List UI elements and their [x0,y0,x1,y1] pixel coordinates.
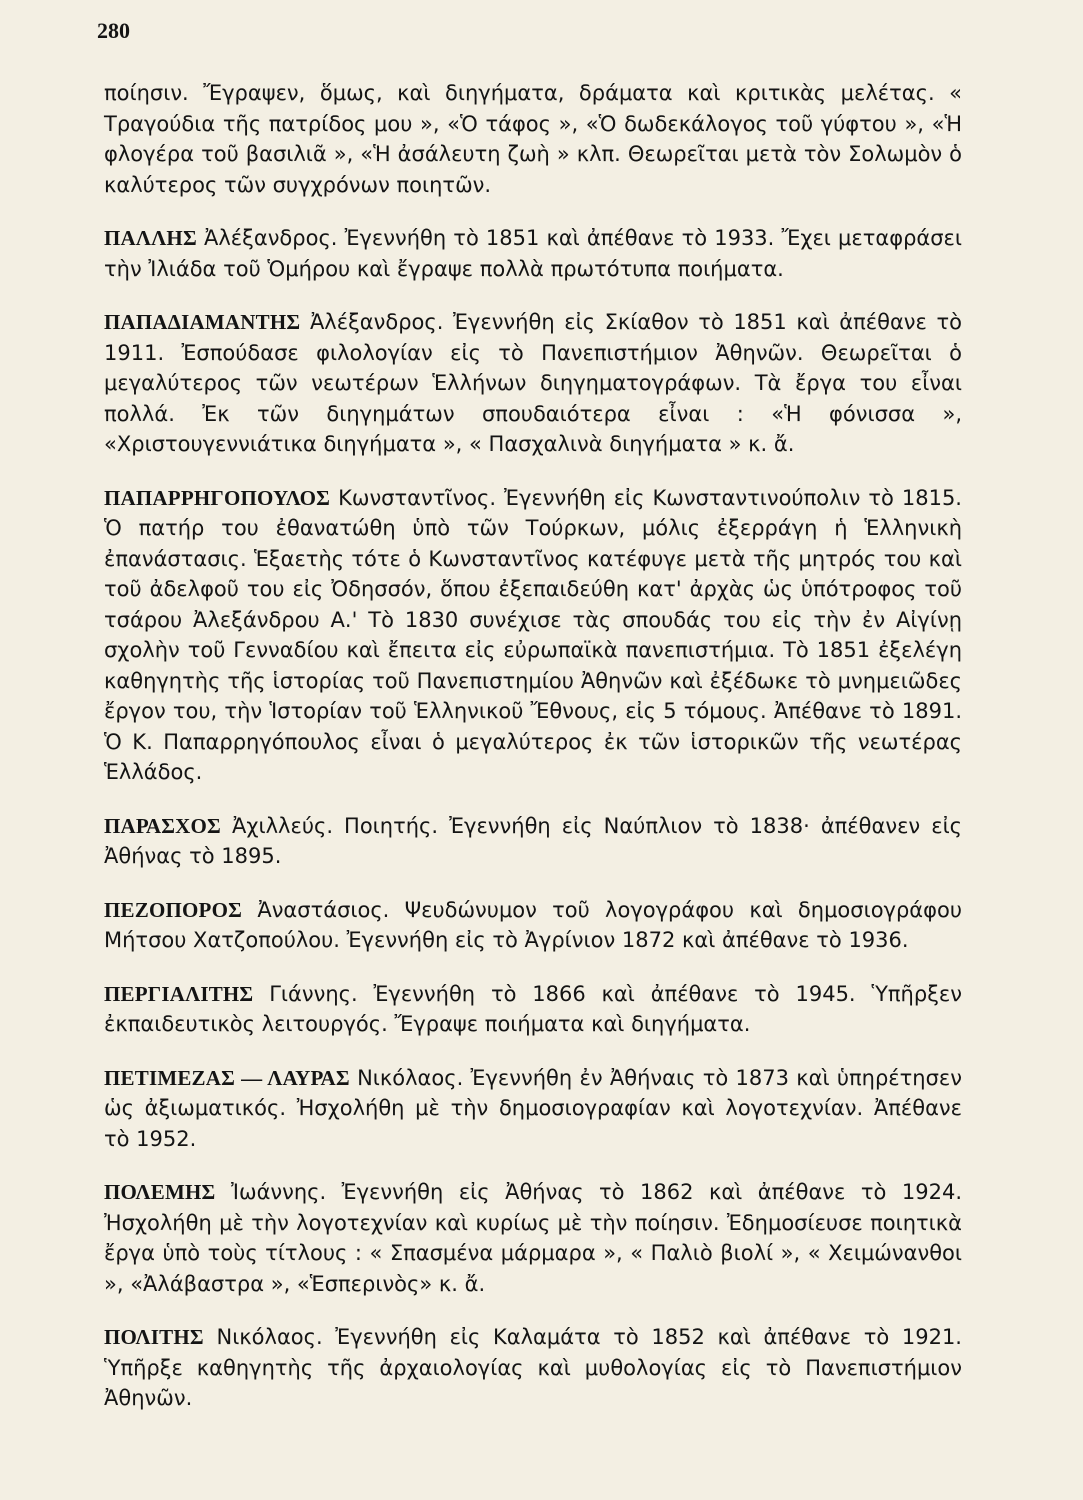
entry-surname: ΠΟΛΙΤΗΣ [104,1325,204,1349]
entry-text: Ἰωάννης. Ἐγεννήθη εἰς Ἀθήνας τὸ 1862 καὶ ἀπέθανε τὸ 1924. Ἠσχολήθη μὲ τὴν λογοτεχνίαν καὶ κυρίως μὲ τὴν ποίησιν. Ἐδημοσίευσε ποιητικὰ ἔργα ὑπὸ τοὺς τίτλους : « Σπασμένα μάρμαρα », « Παλιὸ βιολί », « Χειμώνανθοι », «Ἀλάβαστρα », «Ἑσπερινὸς» κ. ἄ. [104,1180,962,1296]
entry-text: Ἀχιλλεύς. Ποιητής. Ἐγεννήθη εἰς Ναύπλιον τὸ 1838· ἀπέθανεν εἰς Ἀθήνας τὸ 1895. [104,813,962,868]
entry-surname: ΠΕΖΟΠΟΡΟΣ [104,897,243,922]
entry-text: Γιάννης. Ἐγεννήθη τὸ 1866 καὶ ἀπέθανε τὸ 1945. Ὑπῆρξεν ἐκπαιδευτικὸς λειτουργός. Ἔγραψε ποιήματα καὶ διηγήματα. [104,981,962,1036]
entry-surname: ΠΑΠΑΡΡΗΓΟΠΟΥΛΟΣ [104,485,331,510]
entry-text: Νικόλαος. Ἐγεννήθη εἰς Καλαμάτα τὸ 1852 καὶ ἀπέθανε τὸ 1921. Ὑπῆρξε καθηγητὴς τῆς ἀρχαιολογίας καὶ μυθολογίας εἰς τὸ Πανεπιστήμιον Ἀθηνῶν. [104,1325,962,1410]
entry-politis [104,1322,962,1414]
entry-text: Ἀλέξανδρος. Ἐγεννήθη εἰς Σκίαθον τὸ 1851 καὶ ἀπέθανε τὸ 1911. Ἐσπούδασε φιλολογίαν εἰς τὸ Πανεπιστήμιον Ἀθηνῶν. Θεωρεῖται ὁ μεγαλύτερος τῶν νεωτέρων Ἑλλήνων διηγηματογράφων. Τὰ ἔργα του εἶναι πολλά. Ἐκ τῶν διηγημάτων σπουδαιότερα εἶναι : «Ἡ φόνισσα », «Χριστουγεννιάτικα διηγήματα », « Πασχαλινὰ διηγήματα » κ. ἄ. [104,310,962,456]
entry-pezoporos [104,895,962,956]
entry-surname: ΠΕΤΙΜΕΖΑΣ — ΛΑΥΡΑΣ [104,1065,350,1090]
entry-text: Ἀναστάσιος. Ψευδώνυμον τοῦ λογογράφου καὶ δημοσιογράφου Μήτσου Χατζοπούλου. Ἐγεννήθη εἰς τὸ Ἀγρίνιον 1872 καὶ ἀπέθανε τὸ 1936. [104,897,962,952]
entry-paparrigopoulos [104,483,962,788]
entry-papadiamantis [104,307,962,460]
entry-surname: ΠΟΛΕΜΗΣ [104,1180,216,1204]
entry-pergialitis [104,979,962,1040]
entry-surname: ΠΑΠΑΔΙΑΜΑΝΤΗΣ [104,310,301,334]
intro-paragraph: ποίησιν. Ἔγραψεν, ὅμως, καὶ διηγήματα, δράματα καὶ κριτικὰς μελέτας. « Τραγούδια τῆς πατρίδος μου », «Ὁ τάφος », «Ὁ δωδεκάλογος τοῦ γύφτου », «Ἡ φλογέρα τοῦ βασιλιᾶ », «Ἡ ἀσάλευτη ζωὴ » κλπ. Θεωρεῖται μετὰ τὸν Σολωμὸν ὁ καλύτερος τῶν συγχρόνων ποιητῶν. [104,81,962,197]
entry-palles [104,223,962,284]
entry-text: Κωνσταντῖνος. Ἐγεννήθη εἰς Κωνσταντινούπολιν τὸ 1815. Ὁ πατήρ του ἐθανατώθη ὑπὸ τῶν Τούρκων, μόλις ἐξερράγη ἡ Ἑλληνικὴ ἐπανάστασις. Ἑξαετὴς τότε ὁ Κωνσταντῖνος κατέφυγε μετὰ τῆς μητρός του καὶ τοῦ ἀδελφοῦ του εἰς Ὀδησσόν, ὅπου ἐξεπαιδεύθη κατ' ἀρχὰς ὡς ὑπότροφος τοῦ τσάρου Ἀλεξάνδρου Α.' Τὸ 1830 συνέχισε τὰς σπουδάς του εἰς τὴν ἐν Αἰγίνῃ σχολὴν τοῦ Γενναδίου καὶ ἔπειτα εἰς εὐρωπαϊκὰ πανεπιστήμια. Τὸ 1851 ἐξελέγη καθηγητὴς τῆς ἱστορίας τοῦ Πανεπιστημίου Ἀθηνῶν καὶ ἐξέδωκε τὸ μνημειῶδες ἔργον του, τὴν Ἱστορίαν τοῦ Ἑλληνικοῦ Ἔθνους, εἰς 5 τόμους. Ἀπέθανε τὸ 1891. Ὁ Κ. Παπαρρηγόπουλος εἶναι ὁ μεγαλύτερος ἐκ τῶν ἱστορικῶν τῆς νεωτέρας Ἑλλάδος. [104,485,962,784]
page-number: 280 [97,18,130,43]
entry-text: Ἀλέξανδρος. Ἐγεννήθη τὸ 1851 καὶ ἀπέθανε τὸ 1933. Ἔχει μεταφράσει τὴν Ἰλιάδα τοῦ Ὁμήρου καὶ ἔγραψε πολλὰ πρωτότυπα ποιήματα. [104,226,963,281]
entry-polemis [104,1177,962,1299]
entry-surname: ΠΕΡΓΙΑΛΙΤΗΣ [104,981,254,1006]
entry-surname: ΠΑΛΛΗΣ [104,226,197,250]
entry-petimezas-lavras [104,1063,962,1155]
entry-text: Νικόλαος. Ἐγεννήθη ἐν Ἀθήναις τὸ 1873 καὶ ὑπηρέτησεν ὡς ἀξιωματικός. Ἠσχολήθη μὲ τὴν δημοσιογραφίαν καὶ λογοτεχνίαν. Ἀπέθανε τὸ 1952. [104,1065,962,1151]
page-body [104,78,962,1437]
entry-surname: ΠΑΡΑΣΧΟΣ [104,813,221,838]
entry-paraschos [104,811,962,872]
